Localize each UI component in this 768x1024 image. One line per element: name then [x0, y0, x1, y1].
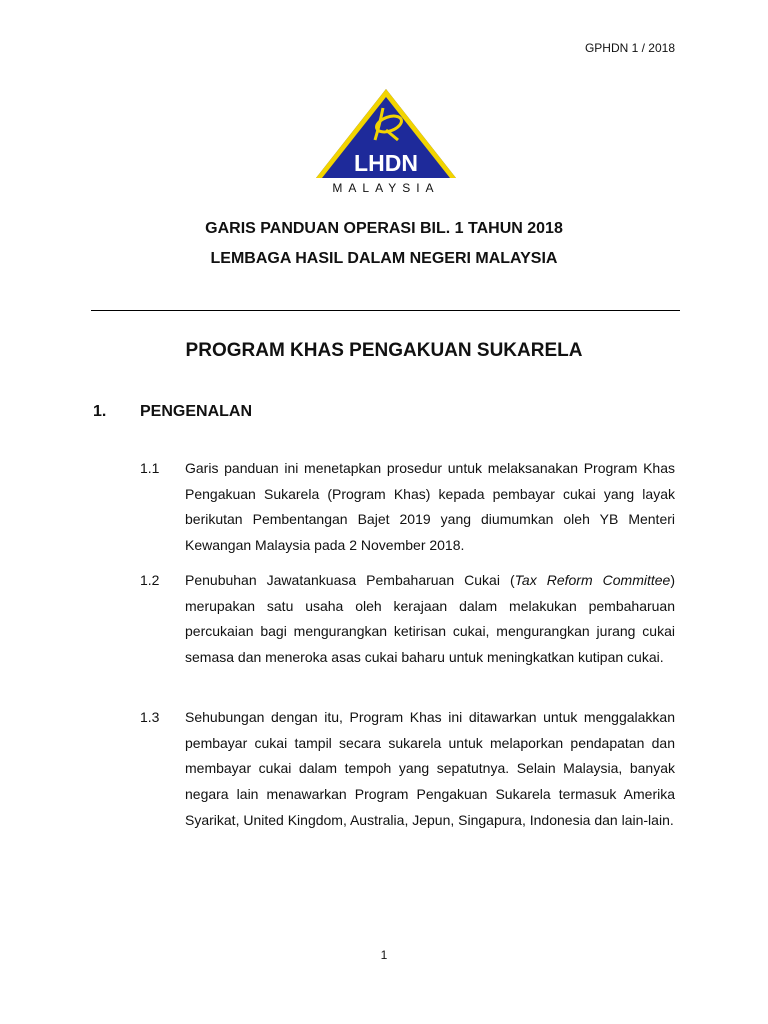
logo-text: LHDN: [354, 150, 418, 176]
header-divider: [91, 310, 680, 311]
section-number: 1.: [93, 403, 107, 420]
guideline-heading: GARIS PANDUAN OPERASI BIL. 1 TAHUN 2018: [205, 220, 563, 237]
paragraph-number: 1.2: [140, 572, 160, 588]
paragraph-number: 1.3: [140, 709, 160, 725]
paragraph-text-part: Penubuhan Jawatankuasa Pembaharuan Cukai (: [185, 572, 515, 588]
paragraph-text-part: ) merupakan satu usaha oleh kerajaan dalam melakukan pembaharuan percukaian bagi mengurangkan ketirisan cukai, mengurangkan jurang cukai semasa dan meneroka asas cukai baharu untuk meningkatkan kutipan cukai.: [185, 572, 675, 666]
document-reference: GPHDN 1 / 2018: [584, 41, 675, 55]
lhdn-logo-icon: [312, 86, 460, 196]
lhdn-logo: [312, 86, 460, 196]
section-title: PENGENALAN: [140, 403, 253, 420]
paragraph-text: Garis panduan ini menetapkan prosedur untuk melaksanakan Program Khas Pengakuan Sukarela (Program Khas) kepada pembayar cukai yang layak berikutan Pembentangan Bajet 2019 yang diumumkan oleh YB Menteri Kewangan Malaysia pada 2 November 2018.: [185, 460, 675, 554]
paragraph-text: Sehubungan dengan itu, Program Khas ini ditawarkan untuk menggalakkan pembayar cukai tampil secara sukarela untuk melaporkan pendapatan dan membayar cukai dalam tempoh yang sepatutnya. Selain Malaysia, banyak negara lain menawarkan Program Pengakuan Sukarela termasuk Amerika Syarikat, United Kingdom, Australia, Jepun, Singapura, Indonesia dan lain-lain.: [185, 709, 675, 828]
logo-subtext: MALAYSIA: [332, 181, 440, 195]
paragraph-italic-term: Tax Reform Committee: [514, 572, 671, 588]
agency-heading: LEMBAGA HASIL DALAM NEGERI MALAYSIA: [210, 250, 558, 267]
document-title: PROGRAM KHAS PENGAKUAN SUKARELA: [185, 340, 583, 361]
page-number: 1: [380, 948, 388, 962]
paragraph-number: 1.1: [140, 460, 160, 476]
paragraph-text: [185, 568, 675, 671]
